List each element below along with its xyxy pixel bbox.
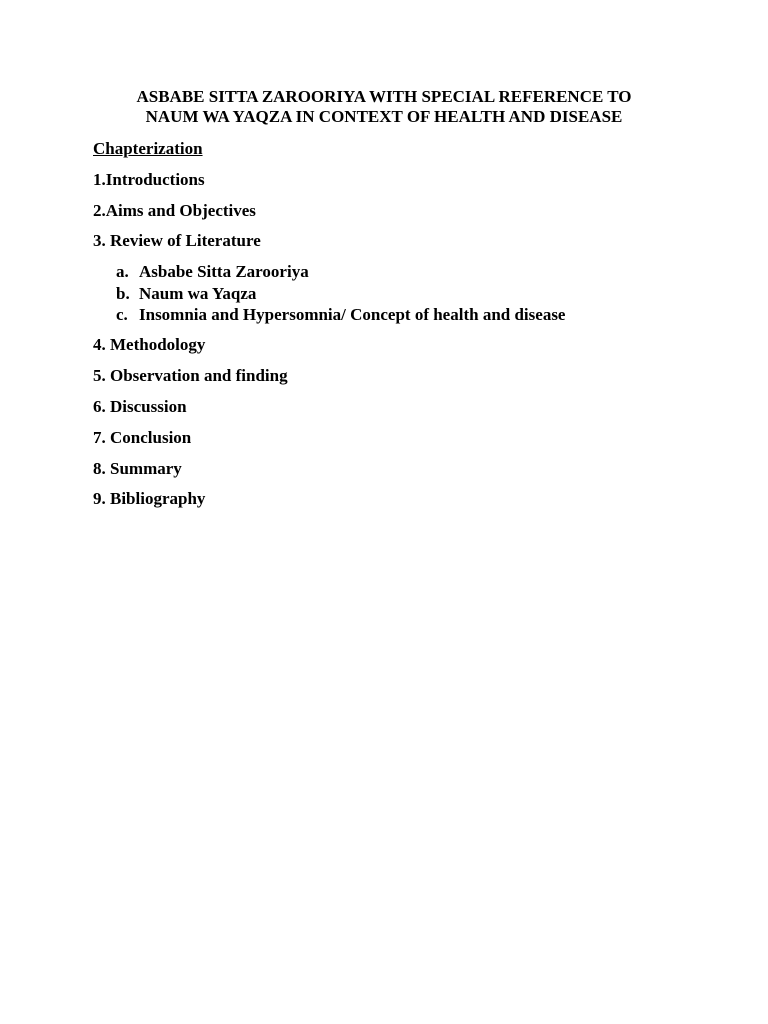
subitem-marker: a. <box>116 262 129 281</box>
title-line-2: NAUM WA YAQZA IN CONTEXT OF HEALTH AND DISEASE <box>145 107 623 126</box>
chapter-item-summary: 8. Summary <box>93 459 182 478</box>
chapter-item-methodology: 4. Methodology <box>93 335 206 354</box>
subitem-text: Naum wa Yaqza <box>139 284 257 303</box>
chapter-item-conclusion: 7. Conclusion <box>93 428 192 447</box>
chapter-item-discussion: 6. Discussion <box>93 397 187 416</box>
document-title <box>60 87 708 127</box>
subitem-c <box>116 305 565 325</box>
subitem-marker: c. <box>116 305 128 324</box>
title-line-1: ASBABE SITTA ZAROORIYA WITH SPECIAL REFERENCE TO <box>136 87 632 106</box>
subitem-text: Insomnia and Hypersomnia/ Concept of health and disease <box>139 305 566 324</box>
chapter-item-introductions: 1.Introductions <box>93 170 205 189</box>
chapter-item-bibliography: 9. Bibliography <box>93 489 206 508</box>
subitem-text: Asbabe Sitta Zarooriya <box>139 262 309 281</box>
chapterization-heading: Chapterization <box>93 139 203 158</box>
chapter-item-aims: 2.Aims and Objectives <box>93 201 256 220</box>
subitem-a <box>116 262 309 282</box>
subitem-marker: b. <box>116 284 130 303</box>
chapter-item-review: 3. Review of Literature <box>93 231 261 250</box>
chapter-item-observation: 5. Observation and finding <box>93 366 288 385</box>
subitem-b <box>116 284 256 304</box>
